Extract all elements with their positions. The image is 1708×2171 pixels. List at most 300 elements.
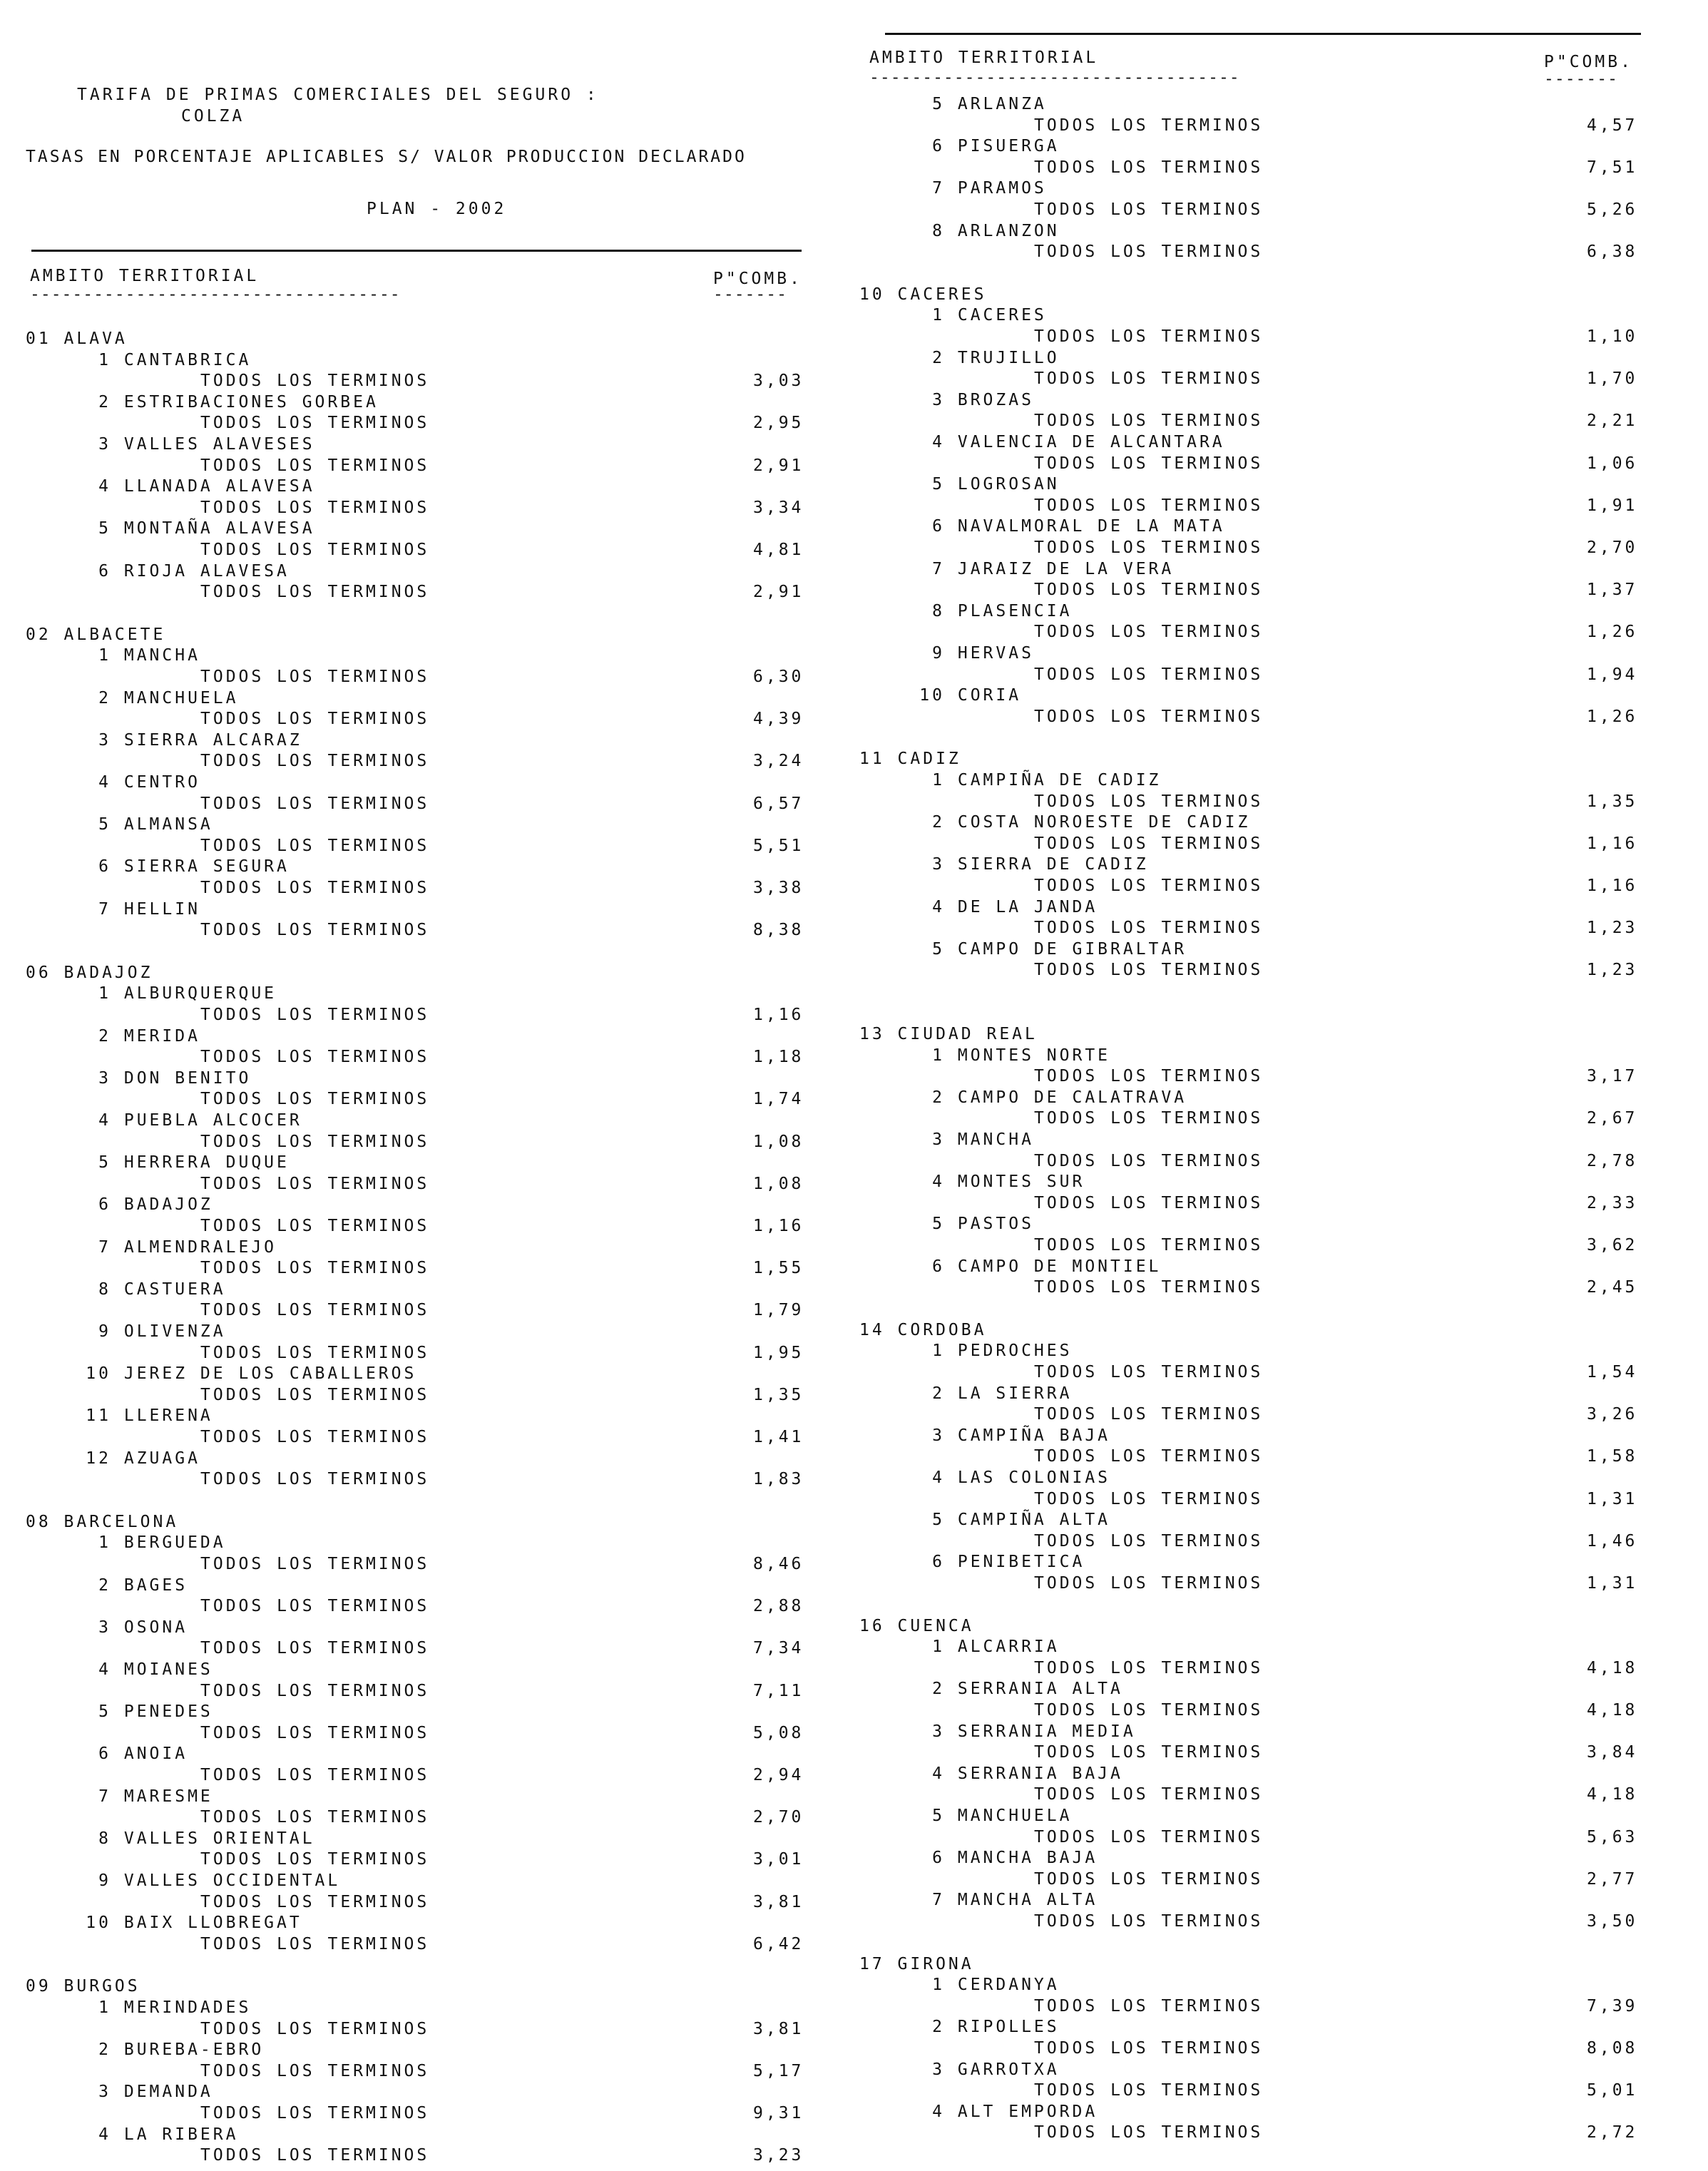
premium-value: 7,34 <box>753 1639 804 1658</box>
zone-row <box>26 1153 810 1174</box>
term-label: TODOS LOS TERMINOS <box>200 1470 430 1489</box>
term-label: TODOS LOS TERMINOS <box>200 1723 430 1742</box>
province-name: 09 BURGOS <box>26 1977 140 1996</box>
zone-row <box>859 602 1644 623</box>
term-label: TODOS LOS TERMINOS <box>1034 2081 1264 2100</box>
premium-value: 8,08 <box>1587 2039 1638 2058</box>
zone-row <box>26 1027 810 1048</box>
term-row <box>26 372 810 392</box>
term-row <box>859 1574 1644 1595</box>
premium-value: 1,06 <box>1587 454 1638 473</box>
zone-label <box>26 2040 264 2059</box>
zone-name: PEDROCHES <box>945 1342 1073 1361</box>
zone-name: ESTRIBACIONES GORBEA <box>111 392 379 412</box>
term-row <box>26 921 810 941</box>
term-row <box>26 541 810 561</box>
zone-name: LOGROSAN <box>945 475 1060 494</box>
zone-row <box>859 1849 1644 1869</box>
zone-label <box>859 1680 1123 1698</box>
zone-number: 1 <box>98 1998 111 2017</box>
zone-name: PLASENCIA <box>945 601 1073 620</box>
zone-label <box>26 351 251 369</box>
term-label: TODOS LOS TERMINOS <box>1034 1363 1264 1381</box>
term-row <box>26 1597 810 1618</box>
zone-label <box>859 1426 1110 1445</box>
premium-value: 2,78 <box>1587 1151 1638 1170</box>
term-label: TODOS LOS TERMINOS <box>200 2061 430 2080</box>
zone-row <box>26 1871 810 1892</box>
term-row <box>26 2104 810 2125</box>
zone-label <box>26 731 302 750</box>
zone-number: 4 <box>932 433 945 451</box>
zone-name: MANCHA <box>945 1130 1034 1149</box>
term-label: TODOS LOS TERMINOS <box>1034 1151 1264 1170</box>
zone-row <box>859 391 1644 412</box>
zone-number: 3 <box>932 1426 945 1445</box>
zone-number: 5 <box>932 475 945 494</box>
zone-number: 3 <box>98 1618 111 1637</box>
term-label: TODOS LOS TERMINOS <box>200 1766 430 1784</box>
premium-value: 5,26 <box>1587 200 1638 219</box>
zone-number: 6 <box>98 1745 111 1764</box>
term-row <box>859 496 1644 517</box>
zone-row <box>859 644 1644 665</box>
zone-row <box>26 1364 810 1385</box>
zone-name: MANCHA ALTA <box>945 1891 1098 1910</box>
zone-name: MANCHA BAJA <box>945 1849 1098 1868</box>
zone-name: VALLES ALAVESES <box>111 435 315 454</box>
zone-name: CAMPIÑA ALTA <box>945 1511 1111 1530</box>
term-label: TODOS LOS TERMINOS <box>1034 1531 1264 1551</box>
zone-number: 2 <box>98 2040 111 2060</box>
term-row <box>26 795 810 815</box>
zone-row <box>859 137 1644 158</box>
zone-name: PISUERGA <box>945 137 1060 156</box>
term-label: TODOS LOS TERMINOS <box>1034 116 1264 135</box>
premium-value: 9,31 <box>753 2104 804 2123</box>
zone-label <box>859 855 1149 874</box>
premium-value: 3,81 <box>753 1892 804 1911</box>
zone-label <box>859 222 1060 240</box>
term-label: TODOS LOS TERMINOS <box>200 1808 430 1827</box>
zone-number: 7 <box>932 559 945 578</box>
premium-value: 1,58 <box>1587 1447 1638 1466</box>
zone-label <box>26 815 213 834</box>
zone-number: 4 <box>932 897 945 916</box>
zone-row <box>26 435 810 456</box>
zone-name: HERVAS <box>945 644 1034 663</box>
term-row <box>26 879 810 899</box>
term-row <box>26 1006 810 1026</box>
zone-name: DE LA JANDA <box>945 897 1098 916</box>
zone-row <box>859 813 1644 834</box>
province-name: 10 CACERES <box>859 285 987 304</box>
term-row <box>26 456 810 477</box>
premium-value: 2,77 <box>1587 1869 1638 1889</box>
zone-row <box>859 1173 1644 1193</box>
zone-row <box>859 1764 1644 1785</box>
term-row <box>859 1701 1644 1722</box>
premium-value: 3,17 <box>1587 1067 1638 1086</box>
premium-value: 4,18 <box>1587 1701 1638 1720</box>
zone-label <box>859 1511 1110 1529</box>
zone-row <box>26 2125 810 2146</box>
zone-row <box>859 1680 1644 1700</box>
column-underline-ambito-right: ----------------------------------- <box>869 68 1240 87</box>
zone-row <box>26 1069 810 1090</box>
zone-name: PENEDES <box>111 1702 213 1722</box>
premium-value: 2,88 <box>753 1597 804 1616</box>
zone-label <box>26 519 315 538</box>
zone-label <box>859 1849 1098 1867</box>
zone-name: PASTOS <box>945 1215 1034 1234</box>
term-row <box>26 1682 810 1702</box>
premium-value: 1,26 <box>1587 707 1638 726</box>
term-row <box>859 242 1644 263</box>
zone-number: 1 <box>98 984 111 1003</box>
premium-value: 6,57 <box>753 794 804 813</box>
province-name: 13 CIUDAD REAL <box>859 1025 1038 1043</box>
term-label: TODOS LOS TERMINOS <box>200 879 430 897</box>
term-label: TODOS LOS TERMINOS <box>200 1850 430 1869</box>
zone-label <box>26 1914 302 1932</box>
term-label: TODOS LOS TERMINOS <box>200 1301 430 1320</box>
term-row <box>26 1555 810 1575</box>
zone-name: VALENCIA DE ALCANTARA <box>945 433 1225 451</box>
zone-number: 3 <box>932 1722 945 1741</box>
header-rule-right <box>885 33 1641 35</box>
zone-name: MANCHA <box>111 646 200 665</box>
zone-number: 4 <box>932 1468 945 1487</box>
zone-row <box>26 393 810 414</box>
term-label: TODOS LOS TERMINOS <box>1034 1193 1264 1212</box>
zone-number: 2 <box>932 2018 945 2037</box>
column-header-prima: P"COMB. <box>713 270 802 288</box>
zone-row <box>859 1215 1644 1235</box>
zone-number: 1 <box>98 1533 111 1553</box>
term-row <box>859 1532 1644 1553</box>
premium-value: 2,21 <box>1587 412 1638 431</box>
zone-name: NAVALMORAL DE LA MATA <box>945 517 1225 536</box>
zone-name: CAMPO DE GIBRALTAR <box>945 939 1187 959</box>
term-row <box>859 665 1644 686</box>
term-label: TODOS LOS TERMINOS <box>200 1259 430 1278</box>
zone-row <box>26 1660 810 1681</box>
province-row <box>859 1617 1644 1638</box>
province-row <box>859 750 1644 770</box>
term-row <box>859 1194 1644 1215</box>
term-row <box>859 2123 1644 2144</box>
province-row <box>26 1513 810 1533</box>
province-row <box>26 625 810 646</box>
zone-label <box>859 1384 1072 1403</box>
zone-label <box>859 1976 1060 1994</box>
zone-name: LLANADA ALAVESA <box>111 477 315 496</box>
term-row <box>859 1447 1644 1468</box>
zone-row <box>26 731 810 752</box>
premium-value: 2,72 <box>1587 2123 1638 2142</box>
zone-name: LAS COLONIAS <box>945 1468 1111 1487</box>
zone-name: DON BENITO <box>111 1068 252 1088</box>
term-row <box>26 1850 810 1871</box>
zone-label <box>26 1195 213 1214</box>
zone-name: CORIA <box>945 686 1022 705</box>
zone-label <box>859 179 1047 198</box>
term-row <box>26 837 810 857</box>
term-label: TODOS LOS TERMINOS <box>1034 2123 1264 2142</box>
premium-value: 1,08 <box>753 1132 804 1151</box>
premium-value: 5,63 <box>1587 1827 1638 1846</box>
zone-label <box>859 95 1047 113</box>
zone-row <box>26 477 810 498</box>
zone-number: 9 <box>932 644 945 663</box>
zone-number: 5 <box>98 1153 111 1173</box>
term-label: TODOS LOS TERMINOS <box>200 414 430 433</box>
term-row <box>859 1067 1644 1088</box>
term-row <box>26 1470 810 1491</box>
zone-number: 2 <box>932 813 945 832</box>
zone-label <box>26 1364 416 1383</box>
zone-label <box>859 1130 1034 1149</box>
zone-row <box>859 517 1644 538</box>
term-row <box>859 623 1644 643</box>
term-label: TODOS LOS TERMINOS <box>200 1343 430 1362</box>
term-label: TODOS LOS TERMINOS <box>1034 707 1264 726</box>
premium-value: 1,31 <box>1587 1574 1638 1593</box>
zone-label <box>26 1406 213 1425</box>
zone-label <box>859 602 1072 620</box>
zone-label <box>859 137 1060 155</box>
zone-number: 1 <box>98 646 111 665</box>
zone-label <box>26 393 379 412</box>
term-label: TODOS LOS TERMINOS <box>1034 1489 1264 1508</box>
premium-value: 1,79 <box>753 1301 804 1320</box>
zone-row <box>859 1976 1644 1996</box>
zone-row <box>26 1322 810 1343</box>
zone-name: BROZAS <box>945 390 1034 409</box>
term-label: TODOS LOS TERMINOS <box>1034 1405 1264 1424</box>
term-label: TODOS LOS TERMINOS <box>200 1934 430 1953</box>
term-row <box>859 1490 1644 1511</box>
zone-name: BUREBA-EBRO <box>111 2040 265 2060</box>
premium-value: 1,37 <box>1587 581 1638 600</box>
premium-value: 7,39 <box>1587 1996 1638 2016</box>
zone-row <box>859 1891 1644 1911</box>
premium-value: 1,16 <box>753 1006 804 1024</box>
zone-name: BERGUEDA <box>111 1533 226 1553</box>
term-label: TODOS LOS TERMINOS <box>200 1681 430 1700</box>
province-name: 01 ALAVA <box>26 330 128 348</box>
zone-number: 6 <box>98 857 111 877</box>
zone-name: MONTAÑA ALAVESA <box>111 519 315 538</box>
term-label: TODOS LOS TERMINOS <box>1034 1743 1264 1762</box>
term-label: TODOS LOS TERMINOS <box>1034 1278 1264 1297</box>
term-label: TODOS LOS TERMINOS <box>1034 1067 1264 1086</box>
term-label: TODOS LOS TERMINOS <box>1034 369 1264 389</box>
term-label: TODOS LOS TERMINOS <box>200 1132 430 1151</box>
zone-number: 5 <box>932 1215 945 1234</box>
zone-number: 3 <box>932 2060 945 2079</box>
zone-label <box>859 1215 1034 1233</box>
zone-label <box>26 689 238 708</box>
term-label: TODOS LOS TERMINOS <box>200 1555 430 1573</box>
zone-row <box>859 686 1644 707</box>
province-name: 08 BARCELONA <box>26 1512 179 1531</box>
term-row <box>859 369 1644 390</box>
zone-label <box>26 1280 226 1299</box>
zone-label <box>26 1533 226 1552</box>
zone-label <box>26 1871 340 1890</box>
term-row <box>859 116 1644 137</box>
column-header-ambito: AMBITO TERRITORIAL <box>30 267 260 285</box>
term-label: TODOS LOS TERMINOS <box>1034 1869 1264 1889</box>
zone-label <box>859 560 1174 578</box>
term-label: TODOS LOS TERMINOS <box>200 2019 430 2038</box>
zone-row <box>859 1130 1644 1151</box>
province-row <box>859 1025 1644 1046</box>
term-row <box>859 1743 1644 1764</box>
zone-number: 4 <box>932 1764 945 1783</box>
term-row <box>859 919 1644 939</box>
zone-name: ARLANZA <box>945 95 1047 113</box>
term-label: TODOS LOS TERMINOS <box>200 1892 430 1911</box>
term-label: TODOS LOS TERMINOS <box>200 668 430 686</box>
zone-name: PUEBLA ALCOCER <box>111 1111 302 1130</box>
premium-value: 4,18 <box>1587 1785 1638 1804</box>
term-row <box>26 1344 810 1364</box>
zone-name: ALBURQUERQUE <box>111 984 277 1003</box>
zone-row <box>26 857 810 878</box>
term-row <box>859 1912 1644 1933</box>
zone-number: 8 <box>932 221 945 240</box>
premium-value: 1,70 <box>1587 369 1638 389</box>
zone-name: RIOJA ALAVESA <box>111 561 290 581</box>
zone-number: 5 <box>932 1511 945 1530</box>
premium-value: 6,42 <box>753 1934 804 1953</box>
zone-number: 5 <box>98 519 111 538</box>
term-row <box>26 1386 810 1406</box>
term-label: TODOS LOS TERMINOS <box>1034 327 1264 346</box>
zone-number: 6 <box>98 561 111 581</box>
zone-number: 4 <box>98 1111 111 1130</box>
term-label: TODOS LOS TERMINOS <box>200 372 430 391</box>
premium-value: 7,51 <box>1587 158 1638 177</box>
zone-row <box>859 475 1644 496</box>
premium-value: 7,11 <box>753 1681 804 1700</box>
zone-name: OSONA <box>111 1618 188 1637</box>
zone-number: 1 <box>932 1046 945 1065</box>
zone-name: CERDANYA <box>945 1976 1060 1995</box>
zone-row <box>859 433 1644 454</box>
premium-value: 4,18 <box>1587 1658 1638 1677</box>
premium-value: 3,01 <box>753 1850 804 1869</box>
zone-row <box>26 984 810 1005</box>
zone-row <box>26 815 810 836</box>
province-name: 17 GIRONA <box>859 1954 974 1973</box>
zone-label <box>26 1576 188 1595</box>
term-label: TODOS LOS TERMINOS <box>200 1385 430 1404</box>
premium-value: 1,41 <box>753 1428 804 1446</box>
zone-name: SIERRA SEGURA <box>111 857 290 877</box>
zone-label <box>26 435 315 454</box>
term-row <box>859 1278 1644 1299</box>
zone-row <box>859 1638 1644 1658</box>
term-row <box>859 1109 1644 1130</box>
term-label: TODOS LOS TERMINOS <box>1034 1236 1264 1255</box>
zone-number: 3 <box>932 1130 945 1149</box>
term-label: TODOS LOS TERMINOS <box>1034 200 1264 219</box>
term-label: TODOS LOS TERMINOS <box>1034 919 1264 938</box>
zone-label <box>859 2103 1098 2121</box>
zone-number: 4 <box>932 2102 945 2121</box>
province-row <box>859 285 1644 306</box>
zone-number: 3 <box>98 435 111 454</box>
zone-label <box>26 1027 200 1046</box>
zone-label <box>26 1745 188 1763</box>
premium-value: 2,94 <box>753 1766 804 1784</box>
term-label: TODOS LOS TERMINOS <box>200 1597 430 1616</box>
zone-row <box>859 1342 1644 1362</box>
zone-row <box>26 1829 810 1850</box>
zone-name: HELLIN <box>111 899 200 919</box>
crop-name: COLZA <box>181 107 245 126</box>
zone-name: RIPOLLES <box>945 2018 1060 2037</box>
term-label: TODOS LOS TERMINOS <box>200 2104 430 2123</box>
term-label: TODOS LOS TERMINOS <box>1034 1574 1264 1593</box>
term-row <box>26 2146 810 2167</box>
zone-row <box>26 1533 810 1554</box>
zone-label <box>859 349 1060 367</box>
zone-label <box>859 686 1021 705</box>
zone-label <box>26 1998 251 2017</box>
premium-value: 4,39 <box>753 710 804 729</box>
premium-value: 2,33 <box>1587 1193 1638 1212</box>
zone-row <box>26 1618 810 1639</box>
term-row <box>26 499 810 519</box>
term-row <box>859 454 1644 475</box>
term-label: TODOS LOS TERMINOS <box>1034 1827 1264 1846</box>
zone-number: 7 <box>98 1237 111 1257</box>
premium-value: 8,38 <box>753 921 804 940</box>
zone-label <box>26 1153 290 1172</box>
zone-number: 2 <box>932 1680 945 1699</box>
zone-name: JEREZ DE LOS CABALLEROS <box>111 1364 417 1384</box>
zone-number: 7 <box>98 899 111 919</box>
term-row <box>26 2062 810 2083</box>
zone-row <box>26 1914 810 1934</box>
zone-label <box>859 1764 1123 1783</box>
header-rule <box>31 250 802 252</box>
term-label: TODOS LOS TERMINOS <box>1034 1447 1264 1466</box>
term-label: TODOS LOS TERMINOS <box>200 456 430 475</box>
zone-row <box>26 773 810 794</box>
zone-name: CAMPO DE MONTIEL <box>945 1257 1162 1276</box>
term-row <box>859 2039 1644 2060</box>
premium-value: 1,35 <box>1587 792 1638 811</box>
term-label: TODOS LOS TERMINOS <box>1034 454 1264 473</box>
zone-label <box>859 475 1060 494</box>
term-label: TODOS LOS TERMINOS <box>200 583 430 602</box>
zone-row <box>859 349 1644 369</box>
zone-number: 4 <box>98 1660 111 1679</box>
zone-label <box>26 477 315 496</box>
zone-name: BAGES <box>111 1575 188 1595</box>
document-title: TARIFA DE PRIMAS COMERCIALES DEL SEGURO : <box>77 86 599 104</box>
term-row <box>859 1152 1644 1173</box>
term-row <box>26 710 810 730</box>
zone-row <box>26 1195 810 1216</box>
column-header-ambito-right: AMBITO TERRITORIAL <box>869 48 1099 67</box>
